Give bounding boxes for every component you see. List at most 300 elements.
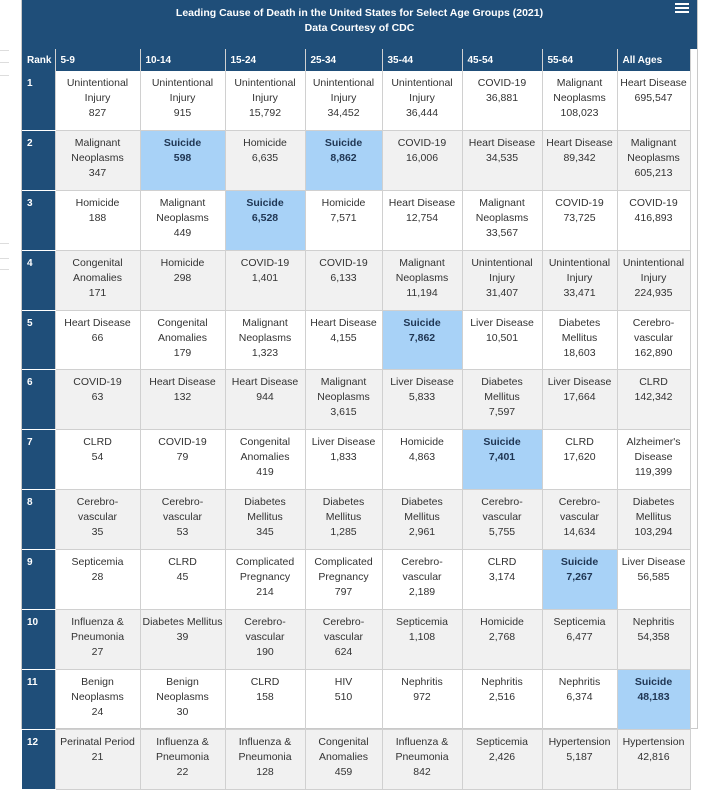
cause-name: Influenza & Pneumonia <box>238 735 292 763</box>
cause-name: Suicide <box>403 316 441 329</box>
cause-name: COVID-19 <box>73 376 122 389</box>
highlighted-cause-cell <box>382 310 462 370</box>
cause-name: Unintentional Injury <box>391 77 453 104</box>
cause-cell <box>225 430 305 490</box>
cause-cell <box>542 610 617 670</box>
cause-name: Malignant Neoplasms <box>475 196 529 224</box>
death-count: 214 <box>256 586 274 599</box>
death-count: 35 <box>91 526 104 539</box>
cause-name: Heart Disease <box>546 136 613 149</box>
cause-cell <box>617 610 690 670</box>
cause-name: Influenza & Pneumonia <box>395 735 449 763</box>
column-header: 45-54 <box>462 49 542 71</box>
cause-cell <box>382 729 462 789</box>
death-count: 6,133 <box>330 271 357 284</box>
death-count: 419 <box>256 466 274 479</box>
cause-cell <box>542 71 617 130</box>
cause-name: Homicide <box>160 256 205 269</box>
cause-name: Heart Disease <box>620 77 687 89</box>
death-count: 944 <box>256 391 274 404</box>
cause-cell <box>55 370 140 430</box>
cause-cell <box>542 430 617 490</box>
table-row <box>22 190 690 250</box>
cause-name: Alzheimer's Disease <box>626 436 681 464</box>
death-count: 6,635 <box>251 151 279 164</box>
cause-name: Suicide <box>246 196 284 209</box>
cause-name: Homicide <box>75 196 120 209</box>
cause-cell <box>305 729 382 789</box>
highlighted-cause-cell <box>462 430 542 490</box>
cause-name: Hypertension <box>548 735 611 748</box>
cause-cell <box>55 550 140 610</box>
death-count: 1,285 <box>330 526 357 539</box>
cause-cell <box>225 250 305 310</box>
death-count: 797 <box>334 586 353 599</box>
death-count: 27 <box>91 646 104 659</box>
death-count: 119,399 <box>634 466 673 479</box>
cause-name: Complicated Pregnancy <box>314 556 373 584</box>
hamburger-menu-icon[interactable] <box>675 1 689 15</box>
cause-name: Diabetes Mellitus <box>558 316 601 344</box>
cause-cell <box>225 550 305 610</box>
cause-cell <box>140 550 225 610</box>
cause-name: COVID-19 <box>319 256 368 269</box>
cause-name: CLRD <box>250 675 280 688</box>
death-count: 11,194 <box>406 286 438 299</box>
cause-cell <box>617 130 690 190</box>
cause-cell <box>305 490 382 550</box>
cause-name: Diabetes Mellitus <box>244 496 286 524</box>
table-header-row <box>22 49 690 71</box>
rank-cell: 5 <box>22 310 55 370</box>
cause-name: Heart Disease <box>388 196 456 209</box>
death-count: 224,935 <box>634 286 673 299</box>
cause-name: Liver Disease <box>311 436 376 449</box>
cause-cell <box>225 490 305 550</box>
cause-cell <box>382 370 462 430</box>
death-count: 15,792 <box>248 107 282 119</box>
death-count: 33,567 <box>485 226 519 239</box>
cause-name: Diabetes Mellitus <box>322 496 365 524</box>
cause-name: Septicemia <box>396 616 448 629</box>
cause-name: CLRD <box>639 376 668 389</box>
cause-cell <box>55 729 140 789</box>
cause-cell <box>140 310 225 370</box>
death-count: 34,535 <box>485 151 519 164</box>
cause-cell <box>140 370 225 430</box>
cause-name: Congenital Anomalies <box>72 256 123 284</box>
highlighted-cause-cell <box>305 130 382 190</box>
cause-cell <box>140 610 225 670</box>
death-count: 12,754 <box>405 211 439 224</box>
cause-name: Liver Disease <box>470 316 534 329</box>
cause-name: Liver Disease <box>621 556 686 569</box>
death-count: 7,862 <box>408 331 436 344</box>
death-count: 190 <box>256 646 274 659</box>
rank-cell: 10 <box>22 610 55 670</box>
death-count: 16,006 <box>405 151 439 164</box>
death-count: 624 <box>334 646 353 659</box>
death-count: 22 <box>176 765 189 778</box>
rank-cell: 11 <box>22 669 55 729</box>
cause-name: Heart Disease <box>149 376 216 389</box>
table-row <box>22 370 690 430</box>
death-count: 5,187 <box>566 750 593 763</box>
death-count: 63 <box>91 391 104 404</box>
death-count: 6,374 <box>566 690 593 703</box>
cause-name: Heart Disease <box>64 316 131 329</box>
cause-name: Unintentional Injury <box>234 77 296 104</box>
cause-name: Heart Disease <box>468 136 536 149</box>
death-count: 3,615 <box>330 406 357 419</box>
cause-name: Cerebro-vascular <box>244 616 286 644</box>
cause-name: Malignant Neoplasms <box>627 136 680 164</box>
cause-name: Cerebro-vascular <box>558 496 601 524</box>
cause-cell <box>55 71 140 130</box>
cause-name: Perinatal Period <box>60 735 135 748</box>
death-count: 298 <box>173 271 192 284</box>
cause-name: Suicide <box>163 136 202 149</box>
rank-cell: 3 <box>22 190 55 250</box>
cause-cell <box>617 190 690 250</box>
rank-cell: 2 <box>22 130 55 190</box>
cause-name: Cerebro-vascular <box>632 316 675 344</box>
cause-cell <box>225 370 305 430</box>
column-header: 10-14 <box>140 49 225 71</box>
cause-name: Homicide <box>400 436 444 449</box>
cause-name: Liver Disease <box>547 376 612 389</box>
death-count: 347 <box>88 166 107 179</box>
death-count: 179 <box>173 346 192 359</box>
table-container <box>21 0 698 778</box>
death-count: 2,768 <box>488 631 516 644</box>
cause-cell <box>140 729 225 789</box>
table-row <box>22 729 690 789</box>
cause-cell <box>462 310 542 370</box>
rank-cell: 12 <box>22 729 55 789</box>
cause-cell <box>225 669 305 729</box>
cause-cell <box>382 490 462 550</box>
cause-name: Malignant Neoplasms <box>553 77 606 104</box>
cause-cell <box>225 729 305 789</box>
cause-cell <box>382 130 462 190</box>
cause-name: Malignant Neoplasms <box>395 256 449 284</box>
cause-cell <box>542 190 617 250</box>
cause-cell <box>382 190 462 250</box>
death-count: 39 <box>176 631 189 644</box>
left-margin <box>0 0 10 737</box>
cause-name: CLRD <box>565 436 594 449</box>
death-count: 5,833 <box>408 391 436 404</box>
death-count: 34,452 <box>327 107 360 119</box>
cause-cell <box>462 370 542 430</box>
cause-name: Complicated Pregnancy <box>235 556 295 584</box>
cause-cell <box>462 550 542 610</box>
death-count: 7,267 <box>566 571 593 584</box>
cause-name: CLRD <box>487 556 517 569</box>
rank-cell: 4 <box>22 250 55 310</box>
cause-name: COVID-19 <box>555 196 604 209</box>
cause-cell <box>140 190 225 250</box>
death-count: 4,155 <box>330 331 357 344</box>
death-count: 17,620 <box>563 451 596 464</box>
death-count: 31,407 <box>485 286 519 299</box>
cause-name: Cerebro-vascular <box>322 616 365 644</box>
death-count: 33,471 <box>563 286 596 299</box>
death-count: 21 <box>91 750 104 763</box>
cause-cell <box>55 250 140 310</box>
death-count: 2,189 <box>408 586 436 599</box>
rank-cell: 8 <box>22 490 55 550</box>
cause-name: Malignant Neoplasms <box>156 196 209 224</box>
cause-cell <box>140 490 225 550</box>
death-count: 48,183 <box>637 690 670 703</box>
cause-name: Homicide <box>321 196 366 209</box>
cause-name: Cerebro-vascular <box>76 496 119 524</box>
cause-cell <box>305 669 382 729</box>
table-subtitle: Data Courtesy of CDC <box>304 22 415 34</box>
cause-cell <box>225 71 305 130</box>
death-count: 3,174 <box>488 571 516 584</box>
cause-name: Septicemia <box>553 616 606 629</box>
table-title: Leading Cause of Death in the United States for Select Age Groups (2021) <box>175 7 544 19</box>
cause-cell <box>140 71 225 130</box>
death-count: 2,961 <box>408 526 436 539</box>
death-count: 54,358 <box>637 631 670 644</box>
table-row <box>22 430 690 490</box>
death-count: 1,401 <box>251 271 279 284</box>
cause-name: Congenital Anomalies <box>157 316 208 344</box>
table-row <box>22 250 690 310</box>
cause-name: Benign Neoplasms <box>156 675 209 703</box>
cause-cell <box>140 669 225 729</box>
cause-cell <box>542 130 617 190</box>
cause-cell <box>382 71 462 130</box>
causes-of-death-table <box>22 49 691 790</box>
cause-cell <box>462 490 542 550</box>
death-count: 30 <box>176 705 189 718</box>
cause-name: Heart Disease <box>231 376 299 389</box>
death-count: 7,571 <box>330 211 357 224</box>
death-count: 598 <box>173 151 192 164</box>
cause-cell <box>305 310 382 370</box>
death-count: 695,547 <box>634 92 673 104</box>
death-count: 28 <box>91 571 104 584</box>
cause-cell <box>617 490 690 550</box>
death-count: 56,585 <box>637 571 670 584</box>
cause-name: Nephritis <box>558 675 601 688</box>
cause-cell <box>617 370 690 430</box>
cause-cell <box>542 250 617 310</box>
cause-cell <box>462 610 542 670</box>
cause-name: Unintentional Injury <box>151 77 214 104</box>
death-count: 188 <box>88 211 107 224</box>
table-row <box>22 130 690 190</box>
death-count: 605,213 <box>634 166 673 179</box>
cause-cell <box>617 71 690 130</box>
death-count: 449 <box>173 226 192 239</box>
cause-name: COVID-19 <box>629 196 678 209</box>
cause-cell <box>462 130 542 190</box>
cause-name: Unintentional Injury <box>312 77 375 104</box>
death-count: 73,725 <box>563 211 596 224</box>
cause-cell <box>225 610 305 670</box>
cause-cell <box>55 310 140 370</box>
death-count: 1,323 <box>251 346 279 359</box>
table-row <box>22 490 690 550</box>
cause-name: HIV <box>334 675 353 688</box>
cause-cell <box>542 669 617 729</box>
table-row <box>22 550 690 610</box>
cause-name: Unintentional Injury <box>66 77 129 104</box>
death-count: 4,863 <box>408 451 436 464</box>
cause-cell <box>305 370 382 430</box>
cause-name: Malignant Neoplasms <box>71 136 124 164</box>
death-count: 972 <box>413 690 431 703</box>
death-count: 108,023 <box>560 107 599 119</box>
cause-name: Diabetes Mellitus <box>481 376 523 404</box>
cause-name: Cerebro-vascular <box>401 556 443 584</box>
death-count: 17,664 <box>563 391 596 404</box>
cause-name: Influenza & Pneumonia <box>155 735 210 763</box>
cause-name: Homicide <box>480 616 524 629</box>
cause-name: Nephritis <box>401 675 443 688</box>
death-count: 54 <box>91 451 104 464</box>
death-count: 128 <box>256 765 274 778</box>
cause-name: Diabetes Mellitus <box>632 496 675 524</box>
death-count: 6,477 <box>566 631 593 644</box>
cause-name: Benign Neoplasms <box>71 675 124 703</box>
death-count: 915 <box>173 107 192 119</box>
cause-name: Unintentional Injury <box>471 256 533 284</box>
death-count: 132 <box>173 391 192 404</box>
cause-cell <box>462 190 542 250</box>
death-count: 103,294 <box>634 526 673 539</box>
rank-cell: 9 <box>22 550 55 610</box>
column-header: 15-24 <box>225 49 305 71</box>
cause-name: Suicide <box>324 136 363 149</box>
death-count: 7,401 <box>488 451 516 464</box>
cause-name: Homicide <box>243 136 287 149</box>
cause-cell <box>462 71 542 130</box>
column-header: Rank <box>22 49 55 71</box>
cause-cell <box>225 310 305 370</box>
highlighted-cause-cell <box>140 130 225 190</box>
cause-cell <box>382 430 462 490</box>
death-count: 7,597 <box>488 406 516 419</box>
cause-cell <box>617 250 690 310</box>
cause-name: Septicemia <box>71 556 124 569</box>
rank-cell: 6 <box>22 370 55 430</box>
death-count: 2,516 <box>488 690 516 703</box>
cause-name: CLRD <box>168 556 197 569</box>
cause-cell <box>542 729 617 789</box>
table-title-bar <box>22 0 697 49</box>
death-count: 142,342 <box>634 391 673 404</box>
cause-cell <box>305 610 382 670</box>
highlighted-cause-cell <box>542 550 617 610</box>
cause-cell <box>462 250 542 310</box>
death-count: 8,862 <box>330 151 357 164</box>
cause-cell <box>140 250 225 310</box>
cause-cell <box>305 550 382 610</box>
cause-name: Cerebro-vascular <box>481 496 523 524</box>
cause-cell <box>542 310 617 370</box>
cause-cell <box>382 669 462 729</box>
death-count: 158 <box>256 690 274 703</box>
cause-name: Nephritis <box>632 616 675 629</box>
death-count: 1,833 <box>330 451 357 464</box>
cause-name: Congenital Anomalies <box>318 735 369 763</box>
death-count: 36,881 <box>485 92 519 104</box>
death-count: 827 <box>88 107 107 119</box>
cause-cell <box>55 669 140 729</box>
cause-name: Unintentional Injury <box>622 256 685 284</box>
death-count: 79 <box>176 451 189 464</box>
death-count: 53 <box>176 526 189 539</box>
column-header: 5-9 <box>55 49 140 71</box>
column-header: 55-64 <box>542 49 617 71</box>
cause-cell <box>140 430 225 490</box>
cause-name: Heart Disease <box>310 316 377 329</box>
cause-cell <box>55 430 140 490</box>
cause-name: Diabetes Mellitus <box>401 496 443 524</box>
death-count: 24 <box>91 705 104 718</box>
death-count: 345 <box>256 526 274 539</box>
death-count: 459 <box>334 765 353 778</box>
cause-name: Cerebro-vascular <box>161 496 204 524</box>
death-count: 45 <box>176 571 189 584</box>
rank-cell: 7 <box>22 430 55 490</box>
table-row <box>22 669 690 729</box>
cause-name: Septicemia <box>476 735 528 748</box>
death-count: 162,890 <box>634 346 673 359</box>
cause-name: Diabetes Mellitus <box>142 616 223 629</box>
cause-name: Suicide <box>634 675 673 688</box>
cause-cell <box>542 490 617 550</box>
cause-name: Suicide <box>560 556 599 569</box>
death-count: 842 <box>413 765 431 778</box>
death-count: 6,528 <box>251 211 279 224</box>
cause-cell <box>55 190 140 250</box>
death-count: 1,108 <box>408 631 436 644</box>
cause-name: Liver Disease <box>390 376 454 389</box>
table-row <box>22 310 690 370</box>
cause-cell <box>55 490 140 550</box>
death-count: 14,634 <box>563 526 596 539</box>
cause-cell <box>617 430 690 490</box>
cause-name: Congenital Anomalies <box>239 436 291 464</box>
cause-name: Suicide <box>483 436 521 449</box>
cause-cell <box>305 71 382 130</box>
cause-cell <box>382 550 462 610</box>
cause-name: Hypertension <box>622 735 685 748</box>
cause-name: COVID-19 <box>397 136 447 149</box>
cause-cell <box>225 130 305 190</box>
death-count: 2,426 <box>488 750 516 763</box>
cause-cell <box>617 550 690 610</box>
death-count: 510 <box>334 690 353 703</box>
death-count: 36,444 <box>405 107 439 119</box>
cause-cell <box>55 610 140 670</box>
highlighted-cause-cell <box>617 669 690 729</box>
death-count: 5,755 <box>488 526 516 539</box>
table-row <box>22 610 690 670</box>
cause-cell <box>382 610 462 670</box>
cause-name: Malignant Neoplasms <box>317 376 370 404</box>
cause-cell <box>382 250 462 310</box>
highlighted-cause-cell <box>225 190 305 250</box>
